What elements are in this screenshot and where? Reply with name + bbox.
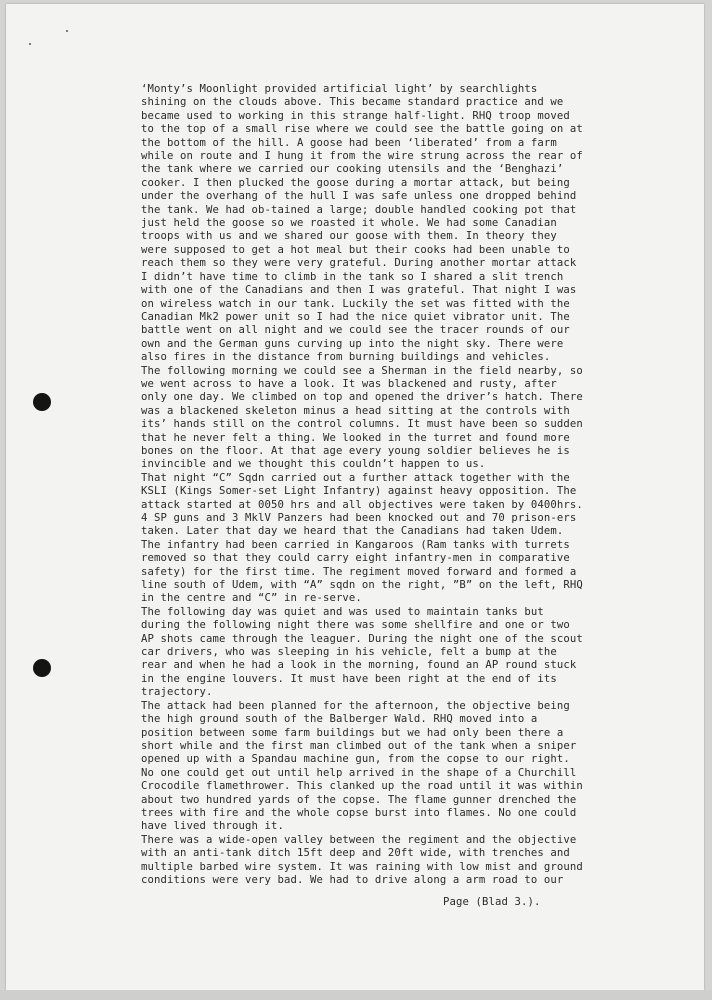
- text-line: trees with fire and the whole copse burst into flames. No one could: [141, 806, 577, 819]
- text-line: taken. Later that day we heard that the Canadians had taken Udem.: [141, 525, 564, 538]
- text-line: Canadian Mk2 power unit so I had the nice quiet vibrator unit. The: [141, 310, 570, 323]
- punch-hole-upper: [33, 393, 51, 411]
- text-line: multiple barbed wire system. It was raining with low mist and ground: [141, 860, 583, 873]
- text-line: in the engine louvers. It must have been right at the end of its: [141, 672, 557, 685]
- punch-hole-lower: [33, 659, 51, 677]
- text-line: attack started at 0050 hrs and all objectives were taken by 0400hrs.: [141, 498, 583, 511]
- text-line: the tank where we carried our cooking utensils and the ‘Benghazi’: [141, 163, 564, 176]
- text-line: just held the goose so we roasted it whole. We had some Canadian: [141, 217, 557, 230]
- text-line: also fires in the distance from burning buildings and vehicles.: [141, 351, 551, 364]
- text-line: under the overhang of the hull I was safe unless one dropped behind: [141, 190, 577, 203]
- text-line: short while and the first man climbed out of the tank when a sniper: [141, 739, 577, 752]
- text-line: No one could get out until help arrived in the shape of a Churchill: [141, 766, 577, 779]
- text-line: The attack had been planned for the afternoon, the objective being: [141, 699, 570, 712]
- text-line: only one day. We climbed on top and opened the driver’s hatch. There: [141, 391, 583, 404]
- text-line: to the top of a small rise where we could see the battle going on at: [141, 123, 583, 136]
- text-line: while on route and I hung it from the wire strung across the rear of: [141, 150, 583, 163]
- text-line: the tank. We had ob-tained a large; double handled cooking pot that: [141, 203, 577, 216]
- text-line: during the following night there was some shellfire and one or two: [141, 619, 570, 632]
- scan-speck: [66, 30, 68, 32]
- text-line: opened up with a Spandau machine gun, from the copse to our right.: [141, 753, 570, 766]
- text-line: ‘Monty’s Moonlight provided artificial light’ by searchlights: [141, 83, 538, 95]
- text-line: Crocodile flamethrower. This clanked up the road until it was within: [141, 780, 583, 793]
- text-line: That night “C” Sqdn carried out a further attack together with the: [141, 471, 570, 484]
- text-line: safety) for the first time. The regiment moved forward and formed a: [141, 565, 577, 578]
- text-line: There was a wide-open valley between the regiment and the objective: [141, 833, 577, 846]
- text-line: trajectory.: [141, 686, 213, 699]
- text-line: its’ hands still on the control columns. It must have been so sudden: [141, 418, 583, 431]
- text-line: AP shots came through the leaguer. During the night one of the scout: [141, 632, 583, 645]
- text-line: became used to working in this strange half-light. RHQ troop moved: [141, 109, 570, 122]
- text-line: line south of Udem, with “A” sqdn on the right, ”B” on the left, RHQ: [141, 579, 583, 592]
- text-line: with an anti-tank ditch 15ft deep and 20ft wide, with trenches and: [141, 847, 570, 860]
- text-line: bones on the floor. At that age every young soldier believes he is: [141, 444, 570, 457]
- scan-speck: [29, 43, 31, 45]
- text-line: on wireless watch in our tank. Luckily the set was fitted with the: [141, 297, 570, 310]
- text-line: own and the German guns curving up into the night sky. There were: [141, 337, 564, 350]
- text-line: about two hundred yards of the copse. The flame gunner drenched the: [141, 793, 577, 806]
- text-line: that he never felt a thing. We looked in the turret and found more: [141, 431, 570, 444]
- text-line: position between some farm buildings but we had only been there a: [141, 726, 564, 739]
- text-line: car drivers, who was sleeping in his vehicle, felt a bump at the: [141, 646, 557, 659]
- scan-background-edge: [0, 990, 712, 1000]
- text-line: with one of the Canadians and then I was grateful. That night I was: [141, 284, 577, 297]
- text-line: KSLI (Kings Somer-set Light Infantry) against heavy opposition. The: [141, 485, 577, 498]
- text-line: rear and when he had a look in the morning, found an AP round stuck: [141, 659, 577, 672]
- text-line: 4 SP guns and 3 MklV Panzers had been knocked out and 70 prison-ers: [141, 512, 577, 524]
- text-line: in the centre and “C” in re-serve.: [141, 592, 362, 605]
- text-line: cooker. I then plucked the goose during a mortar attack, but being: [141, 176, 570, 189]
- text-line: shining on the clouds above. This became standard practice and we: [141, 96, 564, 109]
- text-line: removed so that they could carry eight infantry-men in comparative: [141, 552, 570, 565]
- text-line: reach them so they were very grateful. During another mortar attack: [141, 257, 577, 270]
- page-number-label: Page (Blad 3.).: [443, 896, 541, 908]
- text-line: the high ground south of the Balberger Wald. RHQ moved into a: [141, 713, 538, 726]
- text-line: I didn’t have time to climb in the tank so I shared a slit trench: [141, 270, 564, 283]
- text-line: conditions were very bad. We had to drive along a arm road to our: [141, 873, 564, 886]
- text-line: The following day was quiet and was used to maintain tanks but: [141, 605, 544, 618]
- text-line: were supposed to get a hot meal but their cooks had been unable to: [141, 243, 570, 256]
- text-line: battle went on all night and we could see the tracer rounds of our: [141, 324, 570, 337]
- text-line: have lived through it.: [141, 820, 284, 833]
- text-line: invincible and we thought this couldn’t happen to us.: [141, 458, 486, 471]
- text-line: we went across to have a look. It was blackened and rusty, after: [141, 377, 557, 390]
- text-line: the bottom of the hill. A goose had been ‘liberated’ from a farm: [141, 136, 557, 149]
- text-line: The following morning we could see a Sherman in the field nearby, so: [141, 364, 583, 377]
- text-line: The infantry had been carried in Kangaroos (Ram tanks with turrets: [141, 538, 570, 551]
- typed-text-body: [141, 83, 641, 887]
- text-line: troops with us and we shared our goose with them. In theory they: [141, 230, 557, 243]
- text-line: was a blackened skeleton minus a head sitting at the controls with: [141, 404, 570, 417]
